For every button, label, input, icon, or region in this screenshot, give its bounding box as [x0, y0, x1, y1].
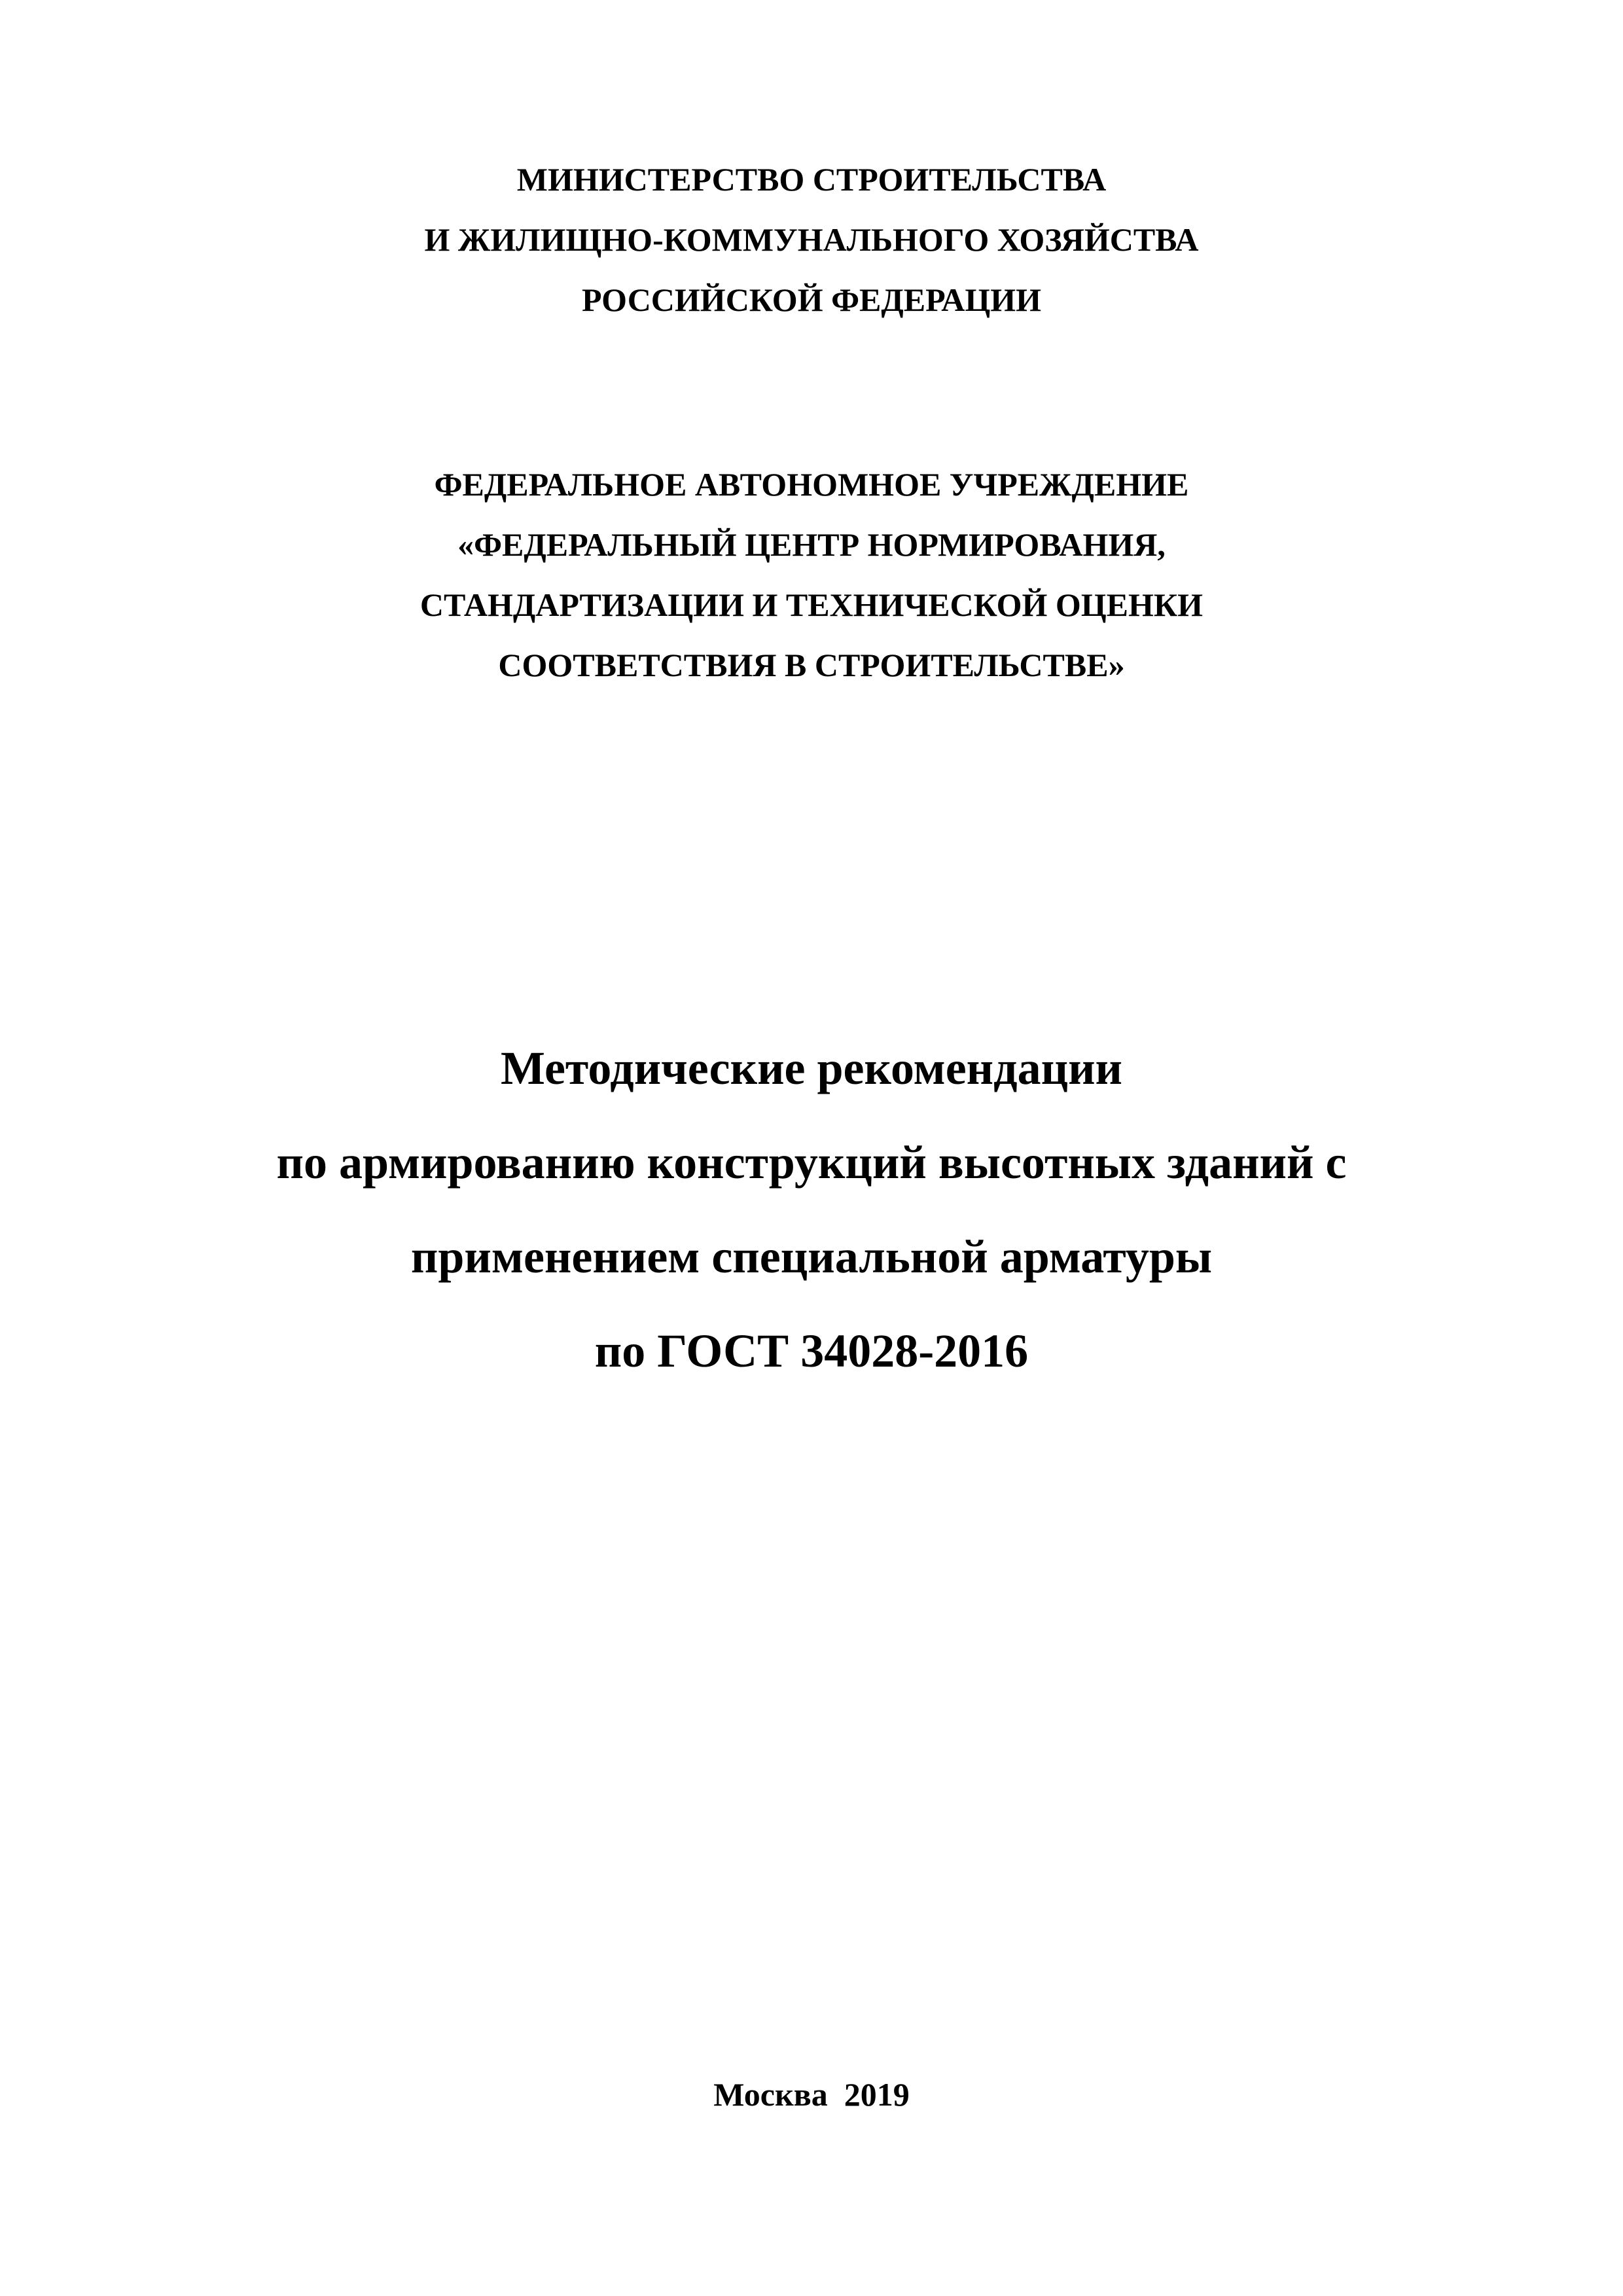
publication-year: 2019 — [844, 2076, 910, 2113]
institution-line: «ФЕДЕРАЛЬНЫЙ ЦЕНТР НОРМИРОВАНИЯ, — [457, 526, 1166, 563]
ministry-header — [0, 149, 1623, 330]
institution-line: ФЕДЕРАЛЬНОЕ АВТОНОМНОЕ УЧРЕЖДЕНИЕ — [434, 466, 1189, 503]
ministry-line: И ЖИЛИЩНО-КОММУНАЛЬНОГО ХОЗЯЙСТВА — [424, 221, 1199, 258]
title-line: по армированию конструкций высотных зданий с — [276, 1136, 1347, 1189]
publication-city: Москва — [713, 2076, 828, 2113]
institution-header — [0, 454, 1623, 695]
institution-line: СТАНДАРТИЗАЦИИ И ТЕХНИЧЕСКОЙ ОЦЕНКИ — [419, 586, 1204, 623]
document-title — [0, 1021, 1623, 1398]
ministry-line: МИНИСТЕРСТВО СТРОИТЕЛЬСТВА — [516, 161, 1107, 198]
title-line: применением специальной арматуры — [410, 1230, 1213, 1283]
ministry-line: РОССИЙСКОЙ ФЕДЕРАЦИИ — [581, 281, 1042, 318]
publication-footer — [0, 2068, 1623, 2121]
institution-line: СООТВЕТСТВИЯ В СТРОИТЕЛЬСТВЕ» — [498, 647, 1125, 683]
title-line: по ГОСТ 34028-2016 — [594, 1325, 1029, 1377]
title-line: Методические рекомендации — [500, 1042, 1123, 1094]
